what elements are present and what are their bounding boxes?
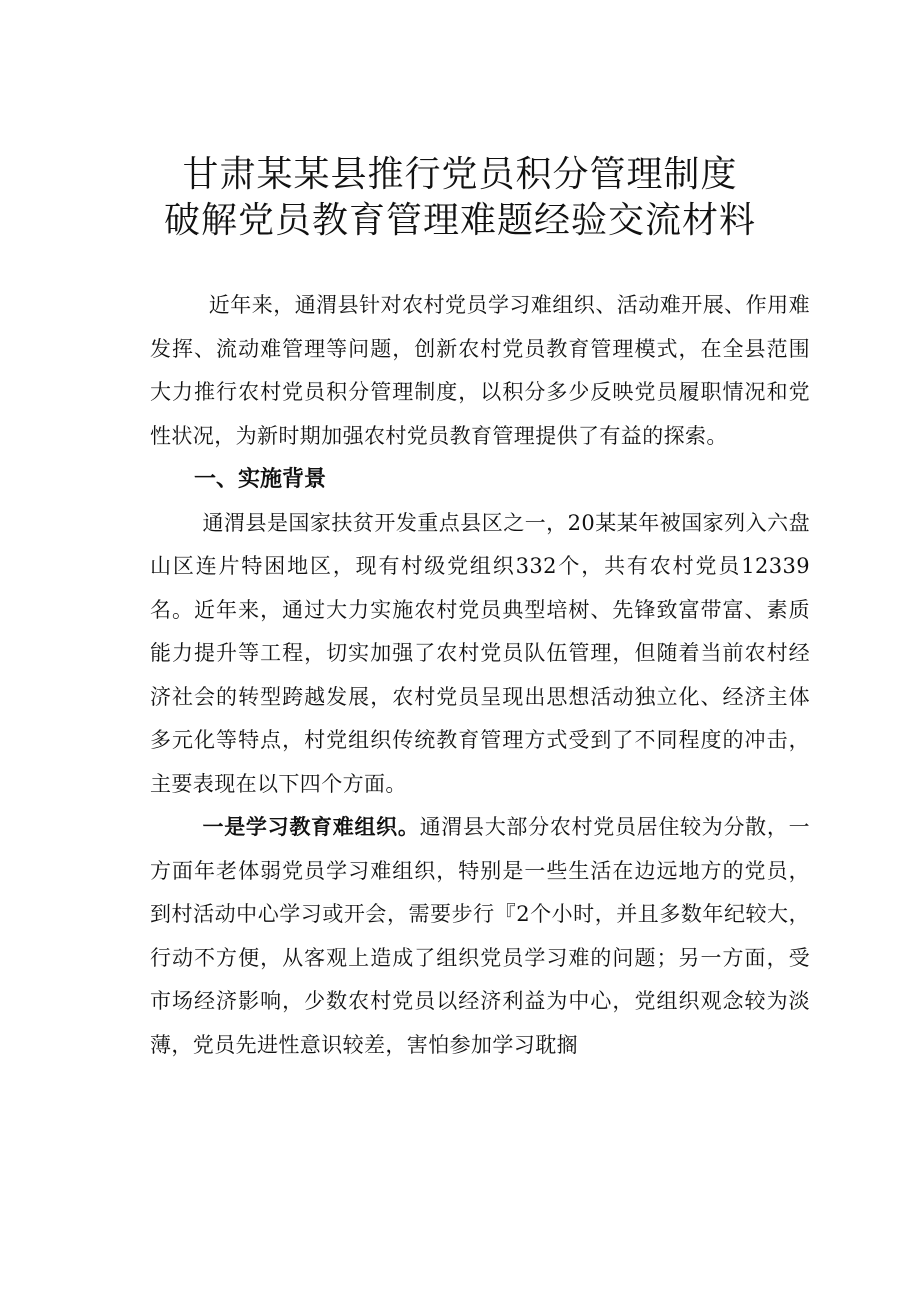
intro-paragraph: 近年来，通渭县针对农村党员学习难组织、活动难开展、作用难发挥、流动难管理等问题，创新农村党员教育管理模式，在全县范围大力推行农村党员积分管理制度，以积分多少反映党员履职情况和党性状况，为新时期加强农村党员教育管理提供了有益的探索。 xyxy=(150,293,810,448)
title-line-1: 甘肃某某县推行党员积分管理制度 xyxy=(182,154,738,195)
background-paragraph: 通渭县是国家扶贫开发重点县区之一，20某某年被国家列入六盘山区连片特困地区，现有村级党组织332个，共有农村党员12339名。近年来，通过大力实施农村党员典型培树、先锋致富带富、素质能力提升等工程，切实加强了农村党员队伍管理，但随着当前农村经济社会的转型跨越发展，农村党员呈现出思想活动独立化、经济主体多元化等特点，村党组织传统教育管理方式受到了不同程度的冲击，主要表现在以下四个方面。 xyxy=(150,510,810,796)
document-title xyxy=(0,152,920,244)
title-line-2: 破解党员教育管理难题经验交流材料 xyxy=(163,200,756,241)
section-heading-background: 一、实施背景 xyxy=(194,467,327,492)
point-one-lead: 一是学习教育难组织。 xyxy=(202,815,420,839)
point-one-paragraph xyxy=(150,806,810,1067)
document-body xyxy=(150,284,810,1067)
point-one-text: 通渭县大部分农村党员居住较为分散，一方面年老体弱党员学习难组织，特别是一些生活在边远地方的党员，到村活动中心学习或开会，需要步行『2个小时，并且多数年纪较大，行动不方便，从客观上造成了组织党员学习难的问题；另一方面，受市场经济影响，少数农村党员以经济利益为中心，党组织观念较为淡薄，党员先进性意识较差，害怕参加学习耽搁 xyxy=(150,815,811,1057)
